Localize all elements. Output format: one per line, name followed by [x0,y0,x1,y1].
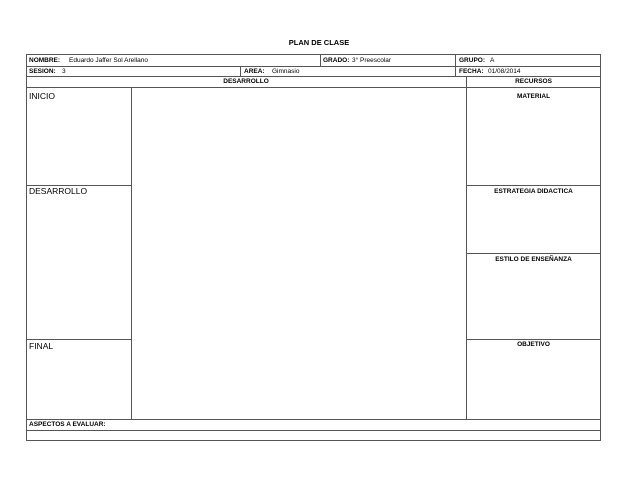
row-divider [26,419,601,420]
col-divider [240,66,241,76]
fecha-label: FECHA: [459,68,484,75]
desarrollo-label: DESARROLLO [29,186,88,196]
recursos-header: RECURSOS [515,78,552,85]
row-divider [26,76,601,77]
grupo-value: A [490,57,495,64]
estrategia-label: ESTRATEGIA DIDACTICA [494,188,573,195]
material-label: MATERIAL [516,93,551,100]
col-divider [466,76,467,419]
section-divider [26,339,131,340]
objetivo-label: OBJETIVO [517,341,550,348]
col-divider [455,54,456,76]
row-divider [26,66,601,67]
area-value: Gimnasio [272,68,300,75]
final-label: FINAL [29,341,54,351]
fecha-value: 01/08/2014 [488,68,521,75]
nombre-label: NOMBRE: [29,57,61,64]
inicio-label: INICIO [29,91,55,101]
sesion-value: 3 [62,68,66,75]
col-divider [320,54,321,66]
section-divider [466,185,601,186]
section-divider [466,253,601,254]
grado-value: 3° Preescolar [352,57,392,64]
nombre-value: Eduardo Jaffer Sol Arellano [69,57,149,64]
sesion-label: SESION: [29,68,56,75]
section-divider [466,339,601,340]
aspectos-label: ASPECTOS A EVALUAR: [29,421,106,428]
row-divider [26,87,601,88]
estilo-label: ESTILO DE ENSEÑANZA [495,256,572,263]
grado-label: GRADO: [323,57,350,64]
col-divider [131,87,132,419]
grupo-label: GRUPO: [459,57,485,64]
page-title: PLAN DE CLASE [288,38,350,47]
desarrollo-header: DESARROLLO [223,78,269,85]
area-label: AREA: [244,68,265,75]
row-divider [26,430,601,431]
plan-form [26,54,601,441]
